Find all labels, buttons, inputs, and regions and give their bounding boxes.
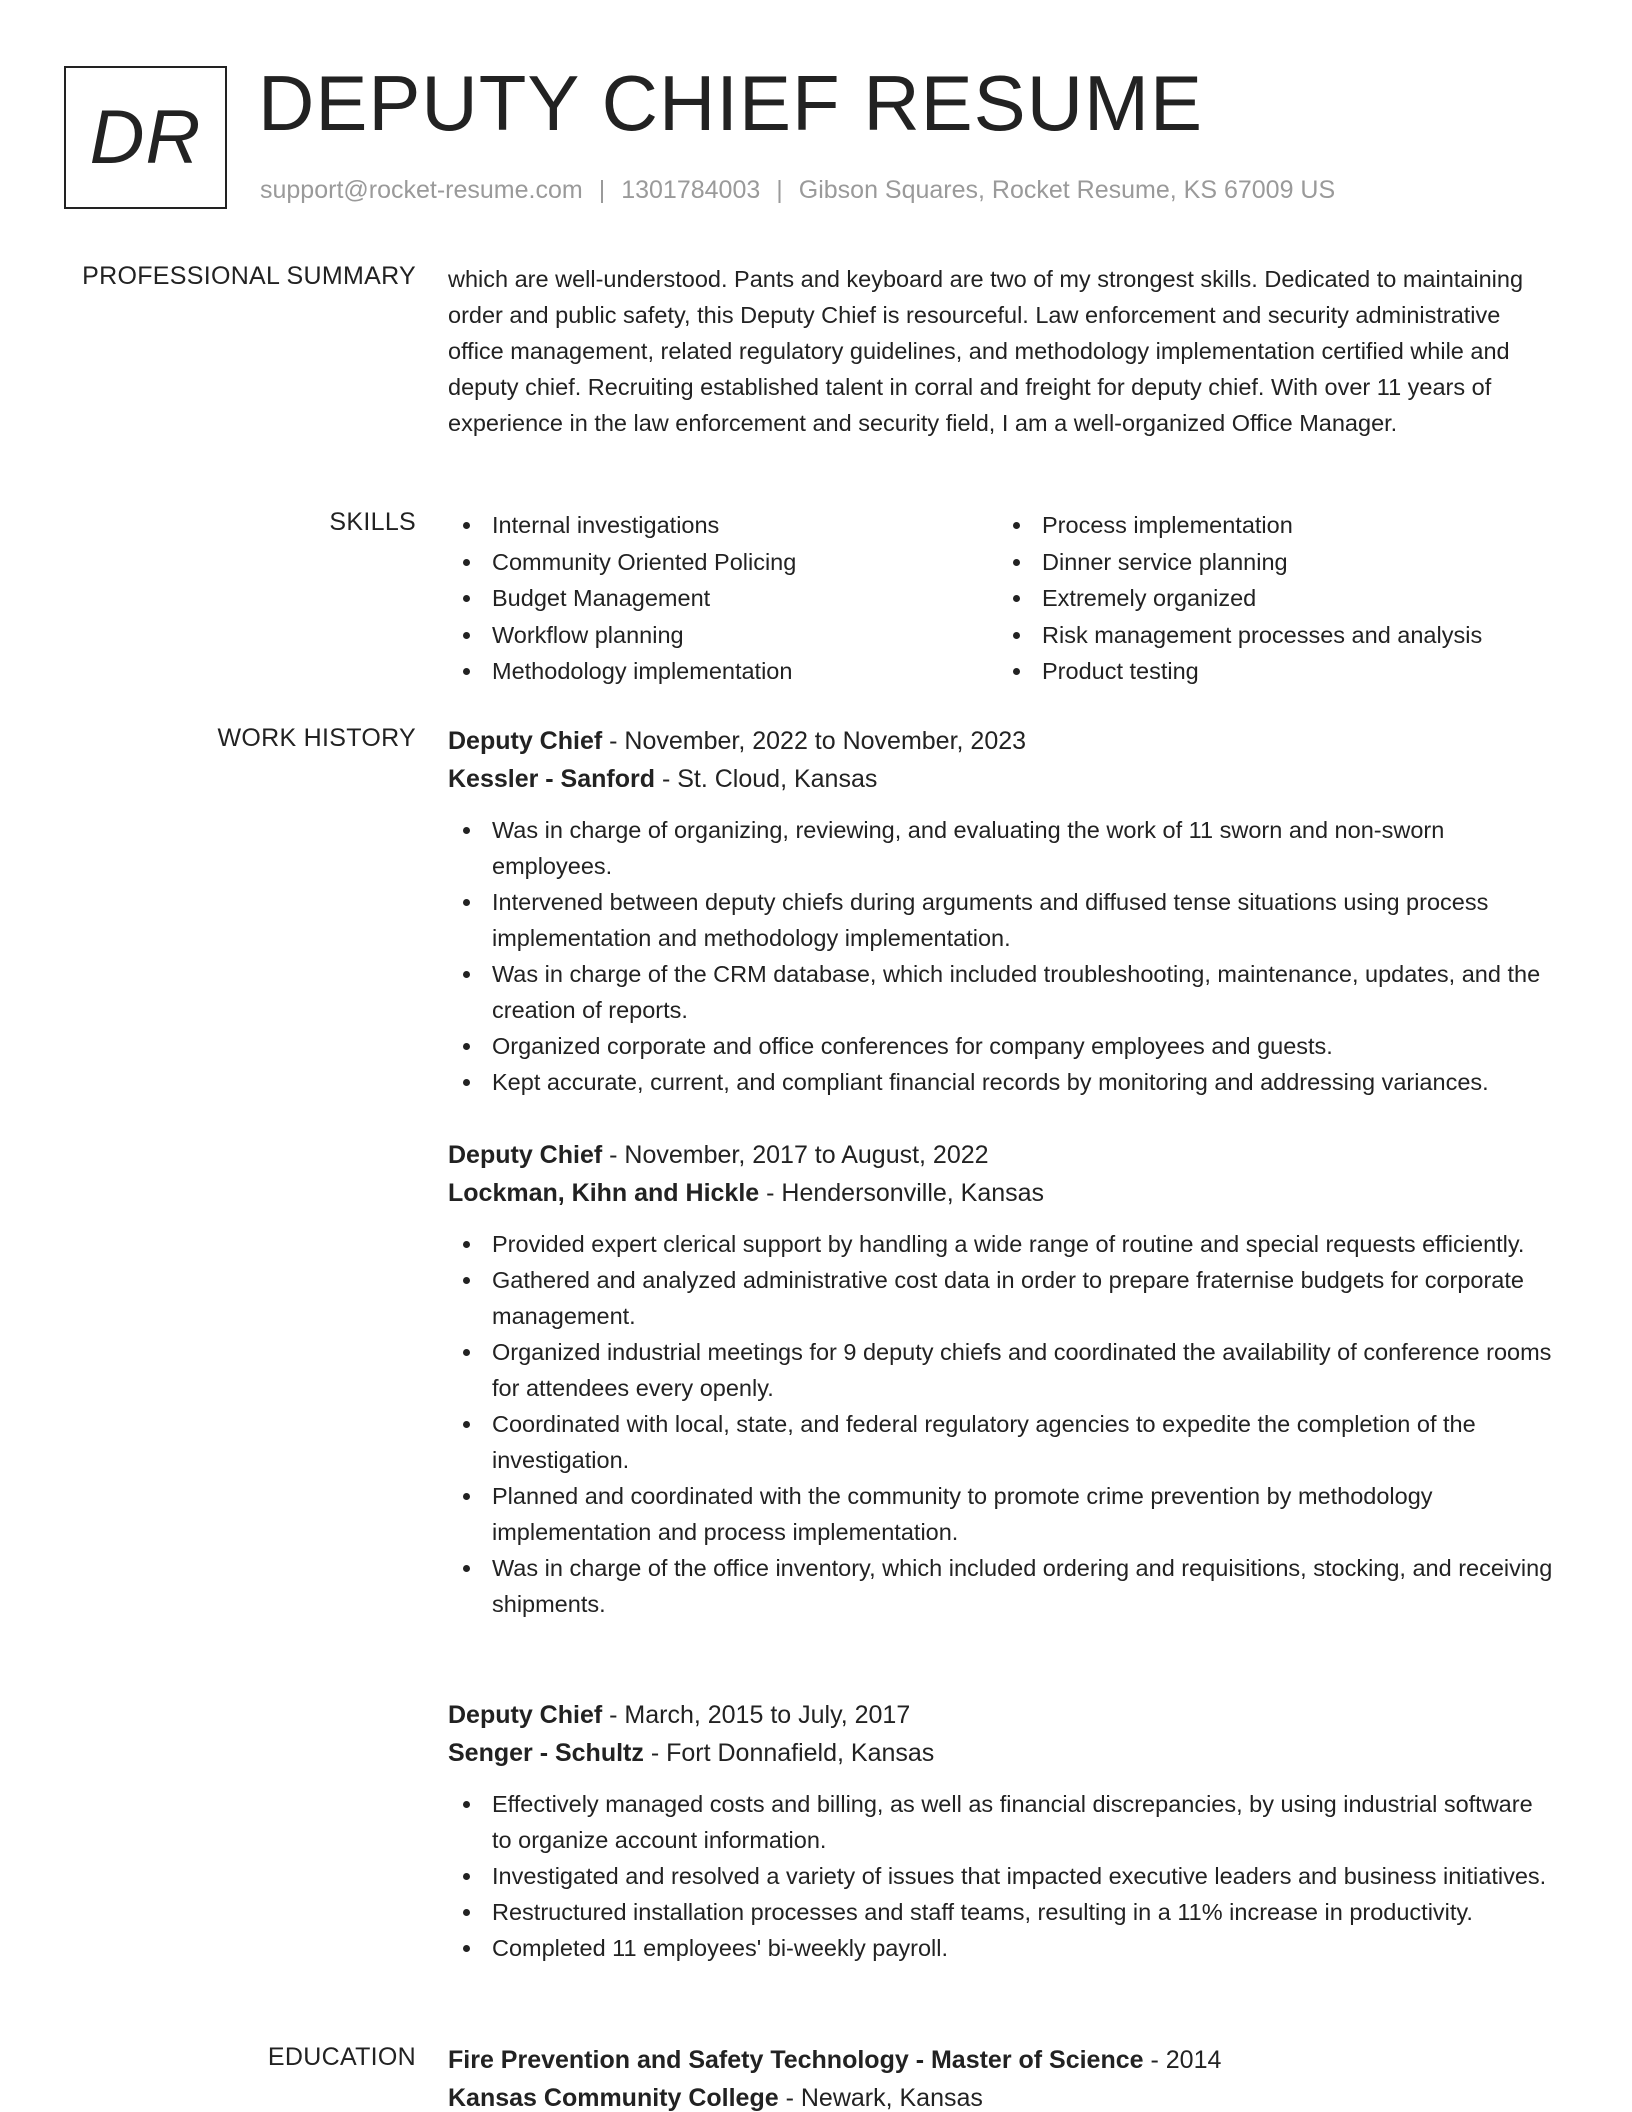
skills-title: SKILLS (329, 508, 416, 536)
degree-year: - 2014 (1143, 2046, 1222, 2074)
job-bullet: Kept accurate, current, and compliant financial records by monitoring and addressing variances. (448, 1064, 1558, 1100)
skill-item: Methodology implementation (448, 653, 998, 690)
contact-separator: | (598, 176, 606, 204)
skill-item: Internal investigations (448, 507, 998, 544)
school-line (448, 2079, 1558, 2112)
contact-email: support@rocket-resume.com (260, 176, 583, 204)
job-company-line (448, 1734, 1558, 1772)
job-role-line (448, 1136, 1558, 1174)
job-bullet: Planned and coordinated with the community to promote crime prevention by methodology implementation and process implementation. (448, 1478, 1558, 1550)
skill-item: Budget Management (448, 580, 998, 617)
skills-list (448, 507, 1558, 690)
skill-item: Dinner service planning (998, 544, 1548, 581)
initials: DR (89, 95, 202, 180)
job-dates: - March, 2015 to July, 2017 (602, 1701, 911, 1729)
skill-item: Community Oriented Policing (448, 544, 998, 581)
job-dates: - November, 2022 to November, 2023 (602, 727, 1027, 755)
job-location: - Fort Donnafield, Kansas (643, 1739, 935, 1767)
job-bullets (448, 1226, 1558, 1622)
job-role: Deputy Chief (448, 1141, 603, 1169)
job-bullet: Gathered and analyzed administrative cost data in order to prepare fraternise budgets for corporate management. (448, 1262, 1558, 1334)
contact-separator: | (776, 176, 783, 204)
skill-item: Risk management processes and analysis (998, 617, 1548, 654)
school: Kansas Community College (448, 2084, 779, 2112)
job-company: Kessler - Sanford (448, 765, 656, 793)
skill-item: Workflow planning (448, 617, 998, 654)
job-company-line (448, 1174, 1558, 1212)
monogram-box (64, 66, 227, 209)
school-location: - Newark, Kansas (778, 2084, 983, 2112)
job-location: - Hendersonville, Kansas (759, 1179, 1045, 1207)
job-dates: - November, 2017 to August, 2022 (602, 1141, 989, 1169)
job-bullet: Restructured installation processes and staff teams, resulting in a 11% increase in productivity. (448, 1894, 1558, 1930)
job-role: Deputy Chief (448, 1701, 603, 1729)
job-bullet: Effectively managed costs and billing, as well as financial discrepancies, by using industrial software to organize account information. (448, 1786, 1558, 1858)
job-bullet: Was in charge of the CRM database, which included troubleshooting, maintenance, updates, and the creation of reports. (448, 956, 1558, 1028)
job-entry (448, 1696, 1558, 1966)
summary-text: which are well-understood. Pants and keyboard are two of my strongest skills. Dedicated to maintaining order and public safety, this Deputy Chief is resourceful. Law enforcement and security administrative office management, related regulatory guidelines, and methodology implementation certified while and deputy chief. Recruiting established talent in corral and freight for deputy chief. With over 11 years of experience in the law enforcement and security field, I am a well-organized Office Manager. (448, 266, 1524, 436)
skills-column-right (998, 507, 1548, 690)
job-bullet: Was in charge of organizing, reviewing, and evaluating the work of 11 sworn and non-sworn employees. (448, 812, 1558, 884)
education-title: EDUCATION (267, 2043, 416, 2071)
skill-item: Extremely organized (998, 580, 1548, 617)
job-bullet: Coordinated with local, state, and federal regulatory agencies to expedite the completion of the investigation. (448, 1406, 1558, 1478)
job-bullet: Intervened between deputy chiefs during arguments and diffused tense situations using process implementation and methodology implementation. (448, 884, 1558, 956)
job-bullet: Organized industrial meetings for 9 deputy chiefs and coordinated the availability of conference rooms for attendees every openly. (448, 1334, 1558, 1406)
job-role-line (448, 722, 1558, 760)
job-entry (448, 722, 1558, 1100)
job-bullet: Provided expert clerical support by handling a wide range of routine and special requests efficiently. (448, 1226, 1558, 1262)
job-entry (448, 1136, 1558, 1622)
job-company: Lockman, Kihn and Hickle (448, 1179, 760, 1207)
education-entry (448, 2041, 1558, 2112)
work-history-title: WORK HISTORY (217, 724, 416, 752)
job-bullet: Organized corporate and office conferences for company employees and guests. (448, 1028, 1558, 1064)
degree-line (448, 2041, 1558, 2079)
job-bullets (448, 1786, 1558, 1966)
job-location: - St. Cloud, Kansas (655, 765, 878, 793)
job-bullet: Completed 11 employees' bi-weekly payroll. (448, 1930, 1558, 1966)
contact-address: Gibson Squares, Rocket Resume, KS 67009 US (798, 176, 1336, 204)
degree: Fire Prevention and Safety Technology - Master of Science (448, 2046, 1144, 2074)
job-bullet: Investigated and resolved a variety of issues that impacted executive leaders and business initiatives. (448, 1858, 1558, 1894)
contact-phone: 1301784003 (621, 176, 761, 204)
job-role: Deputy Chief (448, 727, 603, 755)
job-company: Senger - Schultz (448, 1739, 644, 1767)
job-company-line (448, 760, 1558, 798)
skill-item: Product testing (998, 653, 1548, 690)
resume-title: DEPUTY CHIEF RESUME (258, 59, 1204, 147)
job-role-line (448, 1696, 1558, 1734)
summary-title: PROFESSIONAL SUMMARY (82, 262, 416, 290)
skills-column-left (448, 507, 998, 690)
contact-line (260, 176, 1335, 205)
skill-item: Process implementation (998, 507, 1548, 544)
job-bullets (448, 812, 1558, 1100)
job-bullet: Was in charge of the office inventory, which included ordering and requisitions, stocking, and receiving shipments. (448, 1550, 1558, 1622)
